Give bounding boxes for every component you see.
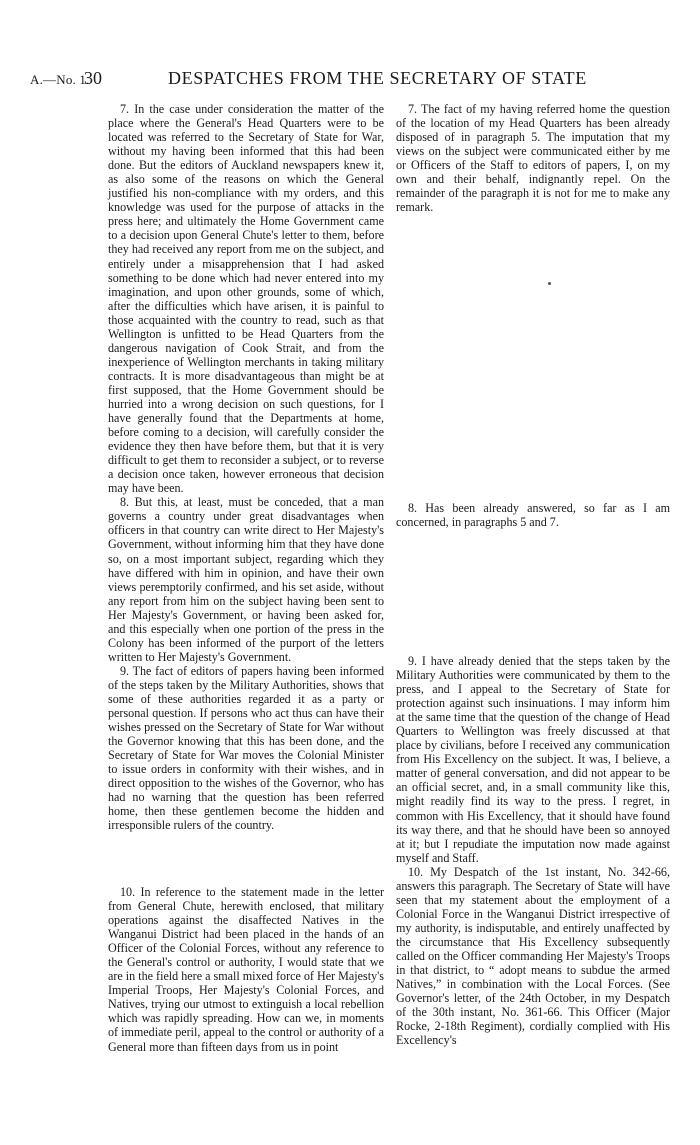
- right-column-para-8: [396, 501, 670, 529]
- right-paragraph-10: 10. My Despatch of the 1st instant, No. 342-66, answers this paragraph. The Secretary of State will have seen that my statement about the employment of a Colonial Force in the Wanganui District irrespective of my authority, is indisputable, and entirely unaffected by the circumstance that His Excellency subsequently called on the Officer commanding Her Majesty's Troops in that district, to “ adopt means to subdue the armed Natives,” in combination with the Local Forces. (See Governor's letter, of the 24th October, in my Despatch of the 30th instant, No. 361-66. This Officer (Major Rocke, 2-18th Regiment), cordially complied with His Excellency's: [396, 864, 670, 1048]
- page-header: [0, 66, 700, 92]
- left-column-section-2: [108, 885, 384, 1054]
- left-paragraph-8: 8. But this, at least, must be conceded, that a man governs a country under great disadvantages when officers in that country can write direct to Her Majesty's Government, without informing him that they have done so, on a most important subject, regarding which they have differed with him in opinion, and have their own views peremptorily confirmed, and his set aside, without any report from him on the subject having been sent to Her Majesty's Government, or having been asked for, and this especially when one portion of the press in the Colony has been informed of the purport of the letters written to Her Majesty's Government.: [108, 495, 384, 664]
- ink-speck: [548, 282, 551, 285]
- left-column-section-1: [108, 102, 384, 832]
- right-paragraph-8: 8. Has been already answered, so far as I am concerned, in paragraphs 5 and 7.: [396, 501, 670, 530]
- document-reference: A.—No. 1.: [30, 72, 90, 87]
- right-paragraph-9: 9. I have already denied that the steps taken by the Military Authorities were communicated by them to the press, and I appeal to the Secretary of State for protection against such insinuations. I may inform him at the same time that the question of the change of Head Quarters to Wellington was freely discussed at that place by civilians, before I received any communication from His Excellency on the subject. It was, I believe, a matter of general conversation, and did not appear to be an official secret, and, in a small community like this, might readily find its way to the press. I regret, in common with His Excellency, that it should have found its way there, and that he should have been so annoyed at it; but I repudiate the imputation now made against myself and Staff.: [396, 654, 670, 865]
- left-paragraph-10: 10. In reference to the statement made in the letter from General Chute, herewith enclosed, that military operations against the disaffected Natives in the Wanganui District had been placed in the hands of an Officer of the Colonial Forces, without any reference to the General's control or authority, I would state that we are in the field here a small mixed force of Her Majesty's Imperial Troops, Her Majesty's Colonial Forces, and Natives, trying our utmost to extinguish a local rebellion which was rapidly spreading. How can we, in moments of immediate peril, appeal to the control or authority of a General more than fifteen days from us in point: [108, 885, 384, 1054]
- page-title: DESPATCHES FROM THE SECRETARY OF STATE: [168, 68, 587, 88]
- right-paragraph-7: 7. The fact of my having referred home the question of the location of my Head Quarters has been already disposed of in paragraph 5. The imputation that my views on the subject were communicated either by me or Officers of the Staff to editors of papers, I, on my own and their behalf, indignantly repel. On the remainder of the paragraph it is not for me to make any remark.: [396, 102, 670, 215]
- page-number: 30: [84, 68, 102, 88]
- left-paragraph-9: 9. The fact of editors of papers having been informed of the steps taken by the Military Authorities, shows that some of these authorities regarded it as a party or personal question. If persons who act thus can have their wishes pressed on the Secretary of State for War without the Governor knowing that this has been done, and the Secretary of State for War moves the Colonial Minister to issue orders in conformity with their wishes, and in direct opposition to the wishes of the Governor, who has had no warning that the question has been referred home, then these gentlemen become the hidden and irresponsible rulers of the country.: [108, 663, 384, 833]
- left-paragraph-7: 7. In the case under consideration the matter of the place where the General's Head Quarters were to be located was referred to the Secretary of State for War, without my having been informed that this had been done. But the editors of Auckland newspapers knew it, as also some of the reasons on which the General justified his non-compliance with my orders, and this knowledge was used for the purpose of attacks in the press here; and ultimately the Home Government came to a decision upon General Chute's letter to them, before they had received any report from me on the subject, and entirely under a misapprehension that I had asked something to be done which had never entered into my imagination, and upon other grounds, some of which, after the difficulties which have arisen, it is painful to those acquainted with the country to read, such as that Wellington is unfitted to be Head Quarters from the dangerous navigation of Cook Strait, and from the inexperience of Wellington merchants in taking military contracts. It is more disadvantageous than might be at first supposed, that the Home Government should be hurried into a wrong decision on such questions, for I have generally found that the Departments at home, before coming to a decision, will carefully consider the evidence they then have before them, but that it is very difficult to get them to reconsider a subject, or to reverse a decision once taken, however erroneous that decision may have been.: [108, 102, 384, 496]
- right-column-para-9-10: [396, 654, 670, 1047]
- right-column-para-7: [396, 102, 670, 214]
